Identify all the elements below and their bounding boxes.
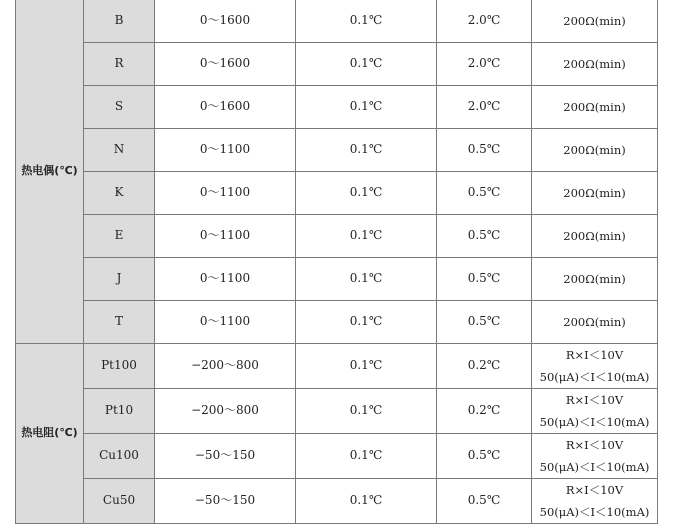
load-limit-line: 200Ω(min) [563,57,626,71]
sensor-type-cell: Cu50 [84,479,155,524]
accuracy-cell: 0.5℃ [437,258,532,301]
range-cell: 0～1100 [155,215,296,258]
table-row [16,172,658,215]
accuracy-cell: 0.2℃ [437,389,532,434]
load-limit-line: 200Ω(min) [563,272,626,286]
group-label: 热电阻(℃) [16,344,84,524]
load-limit-cell [532,434,658,479]
load-limit-cell [532,344,658,389]
table-row [16,389,658,434]
accuracy-cell: 0.5℃ [437,479,532,524]
load-limit-line: 50(μA)＜I＜10(mA) [539,370,650,384]
load-limit-cell [532,0,658,43]
table-row [16,258,658,301]
range-cell: 0～1600 [155,43,296,86]
load-limit-line: 200Ω(min) [563,100,626,114]
load-limit-line: R×I＜10V [565,348,624,362]
load-limit-cell [532,301,658,344]
sensor-type-cell: Pt10 [84,389,155,434]
resolution-cell: 0.1℃ [296,258,437,301]
range-cell: −50～150 [155,434,296,479]
table-row [16,215,658,258]
resolution-cell: 0.1℃ [296,301,437,344]
accuracy-cell: 0.5℃ [437,434,532,479]
accuracy-cell: 0.5℃ [437,172,532,215]
load-limit-line: 200Ω(min) [563,186,626,200]
sensor-type-cell: B [84,0,155,43]
load-limit-cell [532,172,658,215]
load-limit-cell [532,258,658,301]
resolution-cell: 0.1℃ [296,86,437,129]
sensor-spec-table [15,0,658,524]
load-limit-line: 50(μA)＜I＜10(mA) [539,505,650,519]
accuracy-cell: 2.0℃ [437,0,532,43]
sensor-type-cell: N [84,129,155,172]
accuracy-cell: 0.5℃ [437,301,532,344]
resolution-cell: 0.1℃ [296,389,437,434]
resolution-cell: 0.1℃ [296,479,437,524]
load-limit-cell [532,479,658,524]
load-limit-cell [532,215,658,258]
range-cell: −200～800 [155,344,296,389]
load-limit-line: 200Ω(min) [563,229,626,243]
load-limit-cell [532,86,658,129]
accuracy-cell: 0.5℃ [437,129,532,172]
load-limit-line: R×I＜10V [565,393,624,407]
sensor-type-cell: E [84,215,155,258]
sensor-type-cell: K [84,172,155,215]
range-cell: −50～150 [155,479,296,524]
table-row [16,129,658,172]
load-limit-cell [532,43,658,86]
range-cell: 0～1600 [155,0,296,43]
resolution-cell: 0.1℃ [296,0,437,43]
resolution-cell: 0.1℃ [296,344,437,389]
group-label: 热电偶(℃) [16,0,84,344]
table-row [16,0,658,43]
range-cell: 0～1100 [155,301,296,344]
table-row [16,43,658,86]
table-row [16,86,658,129]
table-row [16,434,658,479]
load-limit-line: 200Ω(min) [563,143,626,157]
table-row [16,479,658,524]
sensor-type-cell: R [84,43,155,86]
accuracy-cell: 0.5℃ [437,215,532,258]
resolution-cell: 0.1℃ [296,434,437,479]
load-limit-cell [532,129,658,172]
load-limit-line: 200Ω(min) [563,315,626,329]
load-limit-line: 200Ω(min) [563,14,626,28]
table-row [16,344,658,389]
accuracy-cell: 2.0℃ [437,86,532,129]
load-limit-line: 50(μA)＜I＜10(mA) [539,460,650,474]
sensor-type-cell: Pt100 [84,344,155,389]
sensor-type-cell: S [84,86,155,129]
accuracy-cell: 2.0℃ [437,43,532,86]
range-cell: −200～800 [155,389,296,434]
range-cell: 0～1600 [155,86,296,129]
sensor-type-cell: J [84,258,155,301]
resolution-cell: 0.1℃ [296,43,437,86]
load-limit-cell [532,389,658,434]
load-limit-line: R×I＜10V [565,483,624,497]
accuracy-cell: 0.2℃ [437,344,532,389]
load-limit-line: R×I＜10V [565,438,624,452]
load-limit-line: 50(μA)＜I＜10(mA) [539,415,650,429]
range-cell: 0～1100 [155,172,296,215]
sensor-type-cell: T [84,301,155,344]
resolution-cell: 0.1℃ [296,172,437,215]
spec-table-body [16,0,658,524]
range-cell: 0～1100 [155,129,296,172]
range-cell: 0～1100 [155,258,296,301]
table-row [16,301,658,344]
sensor-type-cell: Cu100 [84,434,155,479]
resolution-cell: 0.1℃ [296,215,437,258]
resolution-cell: 0.1℃ [296,129,437,172]
